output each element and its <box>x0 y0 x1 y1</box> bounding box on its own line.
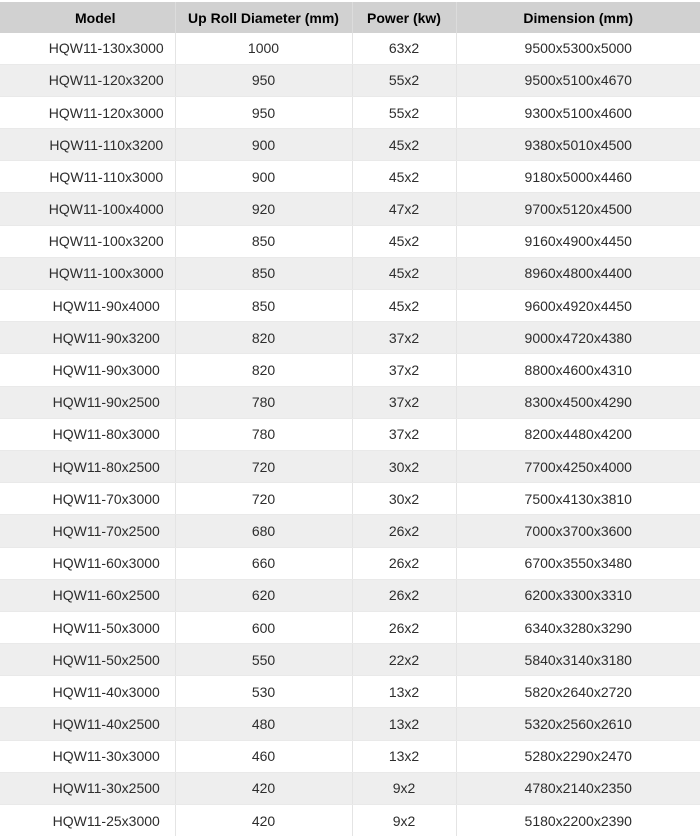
table-cell: 45x2 <box>352 161 456 193</box>
table-cell: HQW11-25x3000 <box>0 805 175 836</box>
table-row <box>0 515 700 547</box>
table-cell: HQW11-30x2500 <box>0 772 175 804</box>
table-row <box>0 64 700 96</box>
table-cell: 6700x3550x3480 <box>456 547 700 579</box>
table-cell: 8960x4800x4400 <box>456 257 700 289</box>
table-cell: 13x2 <box>352 676 456 708</box>
table-cell: 530 <box>175 676 352 708</box>
table-cell: 26x2 <box>352 611 456 643</box>
table-cell: 900 <box>175 129 352 161</box>
table-cell: HQW11-100x3200 <box>0 225 175 257</box>
table-cell: 55x2 <box>352 64 456 96</box>
table-row <box>0 676 700 708</box>
table-cell: 850 <box>175 290 352 322</box>
table-cell: 7000x3700x3600 <box>456 515 700 547</box>
table-row <box>0 33 700 64</box>
table-cell: 9300x5100x4600 <box>456 96 700 128</box>
table-cell: 13x2 <box>352 708 456 740</box>
table-cell: 720 <box>175 483 352 515</box>
table-cell: HQW11-100x4000 <box>0 193 175 225</box>
table-cell: HQW11-80x2500 <box>0 450 175 482</box>
table-cell: 680 <box>175 515 352 547</box>
table-cell: 8800x4600x4310 <box>456 354 700 386</box>
table-cell: 550 <box>175 644 352 676</box>
table-row <box>0 96 700 128</box>
table-row <box>0 386 700 418</box>
table-cell: 7700x4250x4000 <box>456 450 700 482</box>
table-cell: 8200x4480x4200 <box>456 418 700 450</box>
table-cell: HQW11-70x2500 <box>0 515 175 547</box>
table-cell: 920 <box>175 193 352 225</box>
table-cell: 9500x5100x4670 <box>456 64 700 96</box>
table-cell: 45x2 <box>352 225 456 257</box>
table-cell: 9180x5000x4460 <box>456 161 700 193</box>
column-header-up-roll-diameter: Up Roll Diameter (mm) <box>175 2 352 33</box>
table-cell: HQW11-110x3000 <box>0 161 175 193</box>
table-cell: 37x2 <box>352 386 456 418</box>
table-cell: 5320x2560x2610 <box>456 708 700 740</box>
table-cell: 63x2 <box>352 33 456 64</box>
table-cell: 850 <box>175 257 352 289</box>
table-cell: 720 <box>175 450 352 482</box>
table-cell: 850 <box>175 225 352 257</box>
table-cell: 30x2 <box>352 483 456 515</box>
table-cell: 55x2 <box>352 96 456 128</box>
table-cell: 30x2 <box>352 450 456 482</box>
column-header-dimension: Dimension (mm) <box>456 2 700 33</box>
table-cell: HQW11-120x3200 <box>0 64 175 96</box>
table-cell: HQW11-90x3000 <box>0 354 175 386</box>
table-cell: HQW11-60x3000 <box>0 547 175 579</box>
table-cell: 45x2 <box>352 129 456 161</box>
table-cell: HQW11-40x2500 <box>0 708 175 740</box>
table-cell: 26x2 <box>352 579 456 611</box>
table-row <box>0 611 700 643</box>
table-row <box>0 418 700 450</box>
table-cell: 5180x2200x2390 <box>456 805 700 836</box>
table-cell: HQW11-30x3000 <box>0 740 175 772</box>
spec-table-header <box>0 2 700 33</box>
table-cell: 9x2 <box>352 772 456 804</box>
header-row <box>0 2 700 33</box>
table-row <box>0 483 700 515</box>
table-row <box>0 740 700 772</box>
table-cell: 9380x5010x4500 <box>456 129 700 161</box>
table-cell: 8300x4500x4290 <box>456 386 700 418</box>
table-cell: 820 <box>175 322 352 354</box>
table-cell: 37x2 <box>352 418 456 450</box>
column-header-model: Model <box>0 2 175 33</box>
table-cell: 13x2 <box>352 740 456 772</box>
table-cell: 37x2 <box>352 322 456 354</box>
table-row <box>0 225 700 257</box>
table-cell: 780 <box>175 386 352 418</box>
table-cell: 4780x2140x2350 <box>456 772 700 804</box>
table-cell: 900 <box>175 161 352 193</box>
table-cell: HQW11-120x3000 <box>0 96 175 128</box>
table-cell: 47x2 <box>352 193 456 225</box>
table-row <box>0 708 700 740</box>
table-cell: 950 <box>175 96 352 128</box>
spec-table <box>0 2 700 836</box>
table-cell: 5840x3140x3180 <box>456 644 700 676</box>
table-cell: HQW11-90x4000 <box>0 290 175 322</box>
table-cell: 9000x4720x4380 <box>456 322 700 354</box>
table-row <box>0 290 700 322</box>
table-cell: 26x2 <box>352 515 456 547</box>
table-cell: 6340x3280x3290 <box>456 611 700 643</box>
table-row <box>0 193 700 225</box>
table-row <box>0 547 700 579</box>
table-cell: 9160x4900x4450 <box>456 225 700 257</box>
table-row <box>0 257 700 289</box>
table-cell: 9600x4920x4450 <box>456 290 700 322</box>
table-row <box>0 354 700 386</box>
table-cell: 5280x2290x2470 <box>456 740 700 772</box>
table-row <box>0 322 700 354</box>
table-cell: HQW11-70x3000 <box>0 483 175 515</box>
column-header-power: Power (kw) <box>352 2 456 33</box>
table-cell: HQW11-100x3000 <box>0 257 175 289</box>
table-cell: 1000 <box>175 33 352 64</box>
table-row <box>0 772 700 804</box>
table-cell: 26x2 <box>352 547 456 579</box>
table-cell: 420 <box>175 805 352 836</box>
table-cell: 37x2 <box>352 354 456 386</box>
table-cell: 9500x5300x5000 <box>456 33 700 64</box>
table-row <box>0 129 700 161</box>
table-cell: 9x2 <box>352 805 456 836</box>
table-cell: 820 <box>175 354 352 386</box>
table-cell: HQW11-40x3000 <box>0 676 175 708</box>
spec-table-body <box>0 33 700 836</box>
table-cell: HQW11-80x3000 <box>0 418 175 450</box>
table-cell: HQW11-130x3000 <box>0 33 175 64</box>
table-cell: 480 <box>175 708 352 740</box>
table-row <box>0 644 700 676</box>
table-cell: HQW11-110x3200 <box>0 129 175 161</box>
table-cell: HQW11-50x3000 <box>0 611 175 643</box>
table-cell: 660 <box>175 547 352 579</box>
table-cell: 22x2 <box>352 644 456 676</box>
table-cell: 600 <box>175 611 352 643</box>
table-cell: 460 <box>175 740 352 772</box>
table-row <box>0 450 700 482</box>
table-cell: HQW11-60x2500 <box>0 579 175 611</box>
table-cell: HQW11-90x2500 <box>0 386 175 418</box>
table-cell: HQW11-90x3200 <box>0 322 175 354</box>
table-row <box>0 805 700 836</box>
table-cell: 6200x3300x3310 <box>456 579 700 611</box>
table-cell: 5820x2640x2720 <box>456 676 700 708</box>
table-cell: HQW11-50x2500 <box>0 644 175 676</box>
table-cell: 780 <box>175 418 352 450</box>
table-cell: 950 <box>175 64 352 96</box>
table-cell: 420 <box>175 772 352 804</box>
table-cell: 9700x5120x4500 <box>456 193 700 225</box>
table-cell: 7500x4130x3810 <box>456 483 700 515</box>
table-row <box>0 579 700 611</box>
table-row <box>0 161 700 193</box>
table-cell: 45x2 <box>352 290 456 322</box>
table-cell: 620 <box>175 579 352 611</box>
table-cell: 45x2 <box>352 257 456 289</box>
